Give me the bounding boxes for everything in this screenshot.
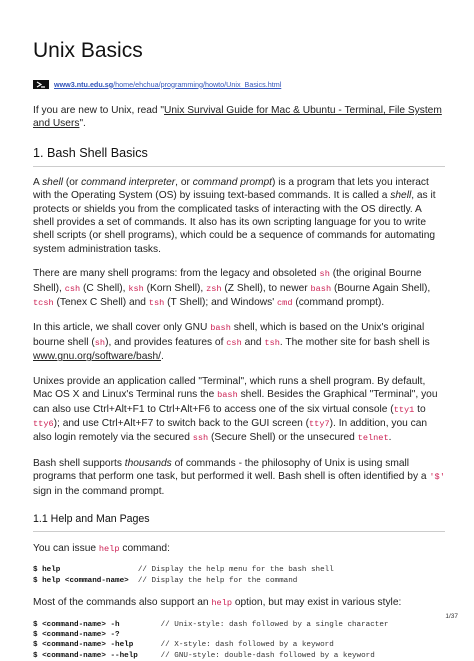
section-heading-bash-shell-basics: 1. Bash Shell Basics bbox=[33, 145, 445, 167]
page-number: 1/37 bbox=[445, 613, 458, 620]
code-line: $ <command-name> -help // X-style: dash followed by a keyword bbox=[33, 641, 334, 650]
source-url-line bbox=[33, 78, 445, 90]
paragraph-commands-philosophy: Bash shell supports thousands of commands - the philosophy of Unix is using small programs that perform one task, but performed it well. Bash shell is often identified by a '$' sign in the command prompt. bbox=[33, 457, 445, 497]
paragraph-shell-programs: There are many shell programs: from the legacy and obsoleted sh (the original Bourne Shell), csh (C Shell), ksh (Korn Shell), zsh (Z Shell), to newer bash (Bourne Again Shell), tcsh (Tenex C Shell) and tsh (T Shell); and Windows' cmd (command prompt). bbox=[33, 268, 431, 309]
source-url-link[interactable]: www3.ntu.edu.sg/home/ehchua/programming/howto/Unix_Basics.html bbox=[54, 79, 282, 89]
document-content bbox=[33, 38, 445, 661]
code-block-help bbox=[33, 565, 445, 586]
code-line: $ <command-name> -? bbox=[33, 630, 120, 639]
gnu-bash-link[interactable]: www.gnu.org/software/bash/ bbox=[33, 351, 161, 363]
section-heading-help-and-man-pages: 1.1 Help and Man Pages bbox=[33, 512, 445, 532]
code-line: $ help // Display the help menu for the bash shell bbox=[33, 566, 334, 575]
paragraph-terminal: Unixes provide an application called "Terminal", which runs a shell program. By default, Mac OS X and Linux's Terminal runs the bash shell. Besides the Graphical "Terminal", you can also use Ctrl+Alt+F1 to Ctrl+Alt+F6 to access one of the six virtual console (tty1 to tty6); and use Ctrl+Alt+F7 to switch back to the GUI screen (tty7). In addition, you can also login remotely via the secured ssh (Secure Shell) or the unsecured telnet. bbox=[33, 375, 438, 444]
intro-paragraph: If you are new to Unix, read "Unix Survival Guide for Mac & Ubuntu - Terminal, File System and Users". bbox=[33, 105, 442, 130]
unix-survival-guide-link[interactable]: Unix Survival Guide for Mac & Ubuntu - Terminal, File System and Users bbox=[33, 105, 442, 130]
external-link-icon bbox=[33, 80, 49, 89]
code-line: $ <command-name> -h // Unix-style: dash followed by a single character bbox=[33, 620, 389, 629]
paragraph-help-option: Most of the commands also support an help option, but may exist in various style: bbox=[33, 597, 402, 609]
page-title: Unix Basics bbox=[33, 39, 143, 62]
code-line: $ <command-name> --help // GNU-style: double-dash followed by a keyword bbox=[33, 651, 375, 660]
code-line: $ help <command-name> // Display the help for the command bbox=[33, 576, 298, 585]
paragraph-help-command: You can issue help command: bbox=[33, 542, 170, 554]
paragraph-shell-definition: A shell (or command interpreter, or command prompt) is a program that lets you interact with the Operating System (OS) by issuing text-based commands. It is called a shell, as it protects or shields you from the complicated tasks of interacting with the OS directly. A shell provides a set of commands. It also has its own scripting language for you to write shell scripts (or shell programs), which could be a sequence of commands for automating system administration tasks. bbox=[33, 176, 436, 255]
paragraph-gnu-bash: In this article, we shall cover only GNU bash shell, which is based on the Unix's original bourne shell (sh), and provides features of csh and tsh. The mother site for bash shell is www.gnu.org/software/bash/. bbox=[33, 322, 430, 363]
code-block-help-styles bbox=[33, 620, 445, 661]
